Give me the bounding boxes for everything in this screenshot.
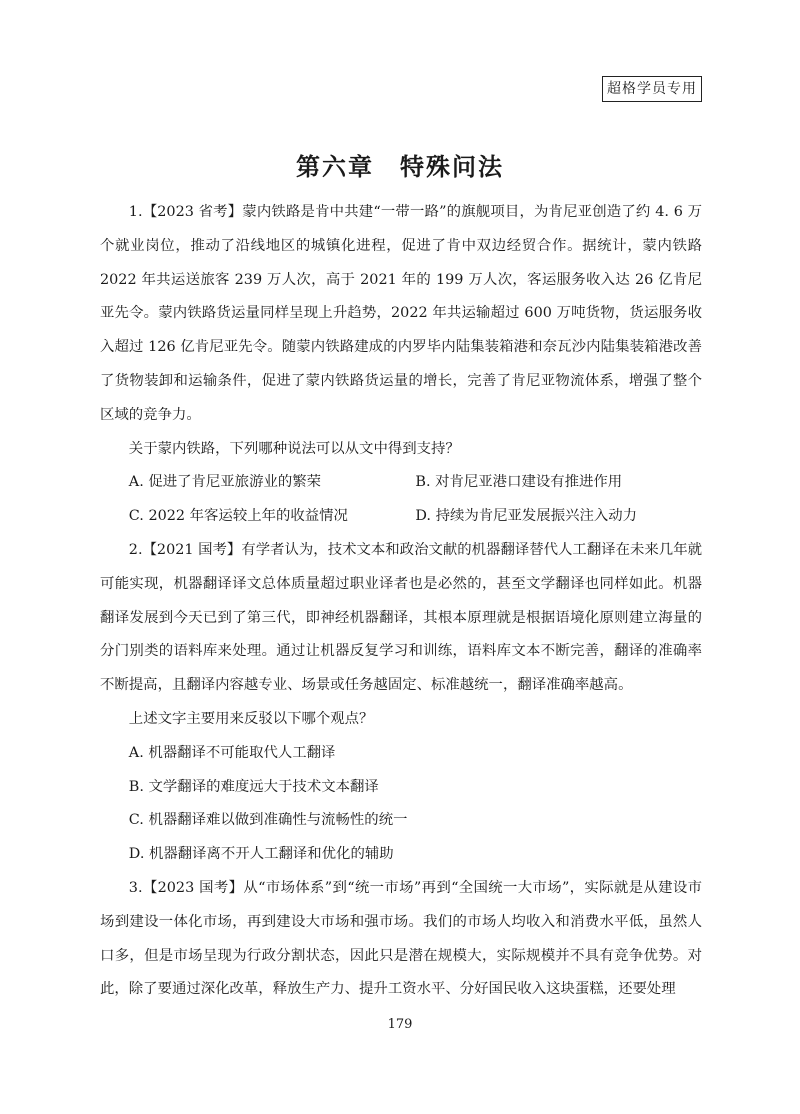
option-a: A. 机器翻译不可能取代人工翻译 xyxy=(128,744,336,761)
options-row xyxy=(100,500,702,534)
options-row xyxy=(100,466,702,500)
page-content xyxy=(100,196,702,1007)
question-2 xyxy=(100,534,702,872)
question-text: 3.【2023 国考】从“市场体系”到“统一市场”再到“全国统一大市场”，实际就是从建设市场到建设一体化市场，再到建设大市场和强市场。我们的市场人均收入和消费水平低，虽然人口多，但是市场呈现为行政分割状态，因此只是潜在规模大，实际规模并不具有竞争优势。对此，除了要通过深化改革，释放生产力、提升工资水平、分好国民收入这块蛋糕，还要处理 xyxy=(100,879,702,998)
option-c: C. 机器翻译难以做到准确性与流畅性的统一 xyxy=(128,812,408,829)
exclusive-tag: 超格学员专用 xyxy=(602,76,702,102)
question-stem: 上述文字主要用来反驳以下哪个观点？ xyxy=(128,710,374,727)
question-text: 2.【2021 国考】有学者认为，技术文本和政治文献的机器翻译替代人工翻译在未来几年就可能实现，机器翻译译文总体质量超过职业译者也是必然的，甚至文学翻译也同样如此。机器翻译发展到今天已到了第三代，即神经机器翻译，其根本原理就是根据语境化原则建立海量的分门别类的语料库来处理。通过让机器反复学习和训练，语料库文本不断完善，翻译的准确率不断提高，且翻译内容越专业、场景或任务越固定、标准越统一，翻译准确率越高。 xyxy=(100,541,702,694)
question-text: 1.【2023 省考】蒙内铁路是肯中共建“一带一路”的旗舰项目，为肯尼亚创造了约 4. 6 万个就业岗位，推动了沿线地区的城镇化进程，促进了肯中双边经贸合作。据统计，蒙内铁路 2022 年共运送旅客 239 万人次，高于 2021 年的 199 万人次，客运服务收入达 26 亿肯尼亚先令。蒙内铁路货运量同样呈现上升趋势，2022 年共运输超过 600 万吨货物，货运服务收入超过 126 亿肯尼亚先令。随蒙内铁路建成的内罗毕内陆集装箱港和奈瓦沙内陆集装箱港改善了货物装卸和运输条件，促进了蒙内铁路货运量的增长，完善了肯尼亚物流体系，增强了整个区域的竞争力。 xyxy=(100,204,702,423)
option-b: B. 文学翻译的难度远大于技术文本翻译 xyxy=(128,778,379,795)
option-b: B. 对肯尼亚港口建设有推进作用 xyxy=(415,474,623,491)
option-a: A. 促进了肯尼亚旅游业的繁荣 xyxy=(128,474,322,491)
question-1 xyxy=(100,196,702,534)
page-number: 179 xyxy=(387,1017,413,1032)
question-stem: 关于蒙内铁路，下列哪种说法可以从文中得到支持？ xyxy=(128,440,460,457)
option-d: D. 机器翻译离不开人工翻译和优化的辅助 xyxy=(128,846,394,863)
chapter-title: 第六章 特殊问法 xyxy=(296,153,504,181)
question-3 xyxy=(100,872,702,1007)
option-c: C. 2022 年客运较上年的收益情况 xyxy=(128,508,348,525)
option-d: D. 持续为肯尼亚发展振兴注入动力 xyxy=(415,508,638,525)
